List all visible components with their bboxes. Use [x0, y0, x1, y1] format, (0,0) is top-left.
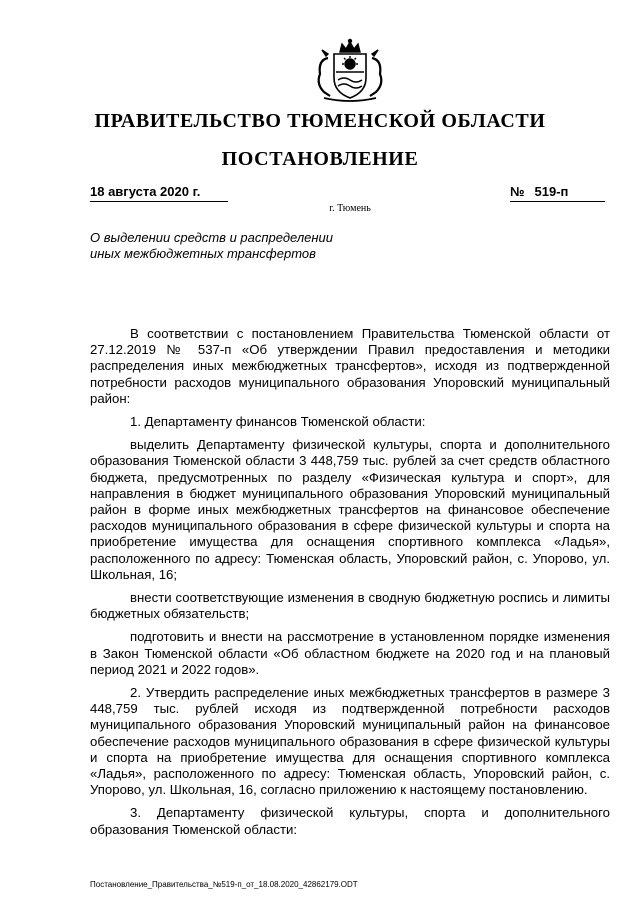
paragraph-prepare-law: подготовить и внести на рассмотрение в установленном порядке изменения в Закон Тюменской области «Об областном бюджете на 2020 год и на плановый период 2021 и 2022 годов».	[90, 629, 610, 677]
document-type-title: ПОСТАНОВЛЕНИЕ	[221, 148, 419, 170]
paragraph-item-3: 3. Департаменту физической культуры, спорта и дополнительного образования Тюменской области:	[90, 805, 610, 837]
paragraph-item-1: 1. Департаменту финансов Тюменской области:	[130, 414, 426, 430]
decree-subject: О выделении средств и распределении иных межбюджетных трансфертов	[90, 230, 334, 261]
decree-number-field	[510, 183, 605, 202]
number-sign: №	[510, 184, 525, 199]
file-footer: Постановление_Правительства_№519-п_от_18.08.2020_42862179.ODT	[90, 880, 358, 889]
decree-date: 18 августа 2020 г.	[90, 183, 228, 202]
government-title: ПРАВИТЕЛЬСТВО ТЮМЕНСКОЙ ОБЛАСТИ	[94, 110, 546, 132]
paragraph-preamble: В соответствии с постановлением Правительства Тюменской области от 27.12.2019 № 537-п «Об утверждении Правил предоставления и методики распределения иных межбюджетных трансфертов», исходя из подтвержденной потребности расходов муниципального образования Упоровский муниципальный район:	[90, 326, 610, 406]
decree-number: 519-п	[534, 184, 569, 199]
paragraph-amend-budget: внести соответствующие изменения в сводную бюджетную роспись и лимиты бюджетных обязательств;	[90, 590, 610, 622]
paragraph-allocate: выделить Департаменту физической культуры, спорта и дополнительного образования Тюменской области 3 448,759 тыс. рублей за счет средств областного бюджета, предусмотренных по разделу «Физическая культура и спорт», для направления в бюджет муниципального образования Упоровский муниципальный район в форме иных межбюджетных трансфертов на финансовое обеспечение расходов муниципального образования в сфере физической культуры и спорта на приобретение имущества для оснащения спортивного комплекса «Ладья», расположенного по адресу: Тюменская область, Упоровский район, с. Упорово, ул. Школьная, 16;	[90, 437, 610, 582]
city-label: г. Тюмень	[329, 203, 371, 214]
decree-body	[90, 326, 610, 845]
paragraph-item-2: 2. Утвердить распределение иных межбюджетных трансфертов в размере 3 448,759 тыс. рублей исходя из подтвержденной потребности расходов муниципального образования Упоровский муниципальный район на финансовое обеспечение расходов муниципального образования в сфере физической культуры и спорта на приобретение имущества для оснащения спортивного комплекса «Ладья», расположенного по адресу: Тюменская область, Упоровский район, с. Упорово, ул. Школьная, 16, согласно приложению к настоящему постановлению.	[90, 685, 610, 798]
tyumen-coat-of-arms-icon	[298, 38, 402, 104]
